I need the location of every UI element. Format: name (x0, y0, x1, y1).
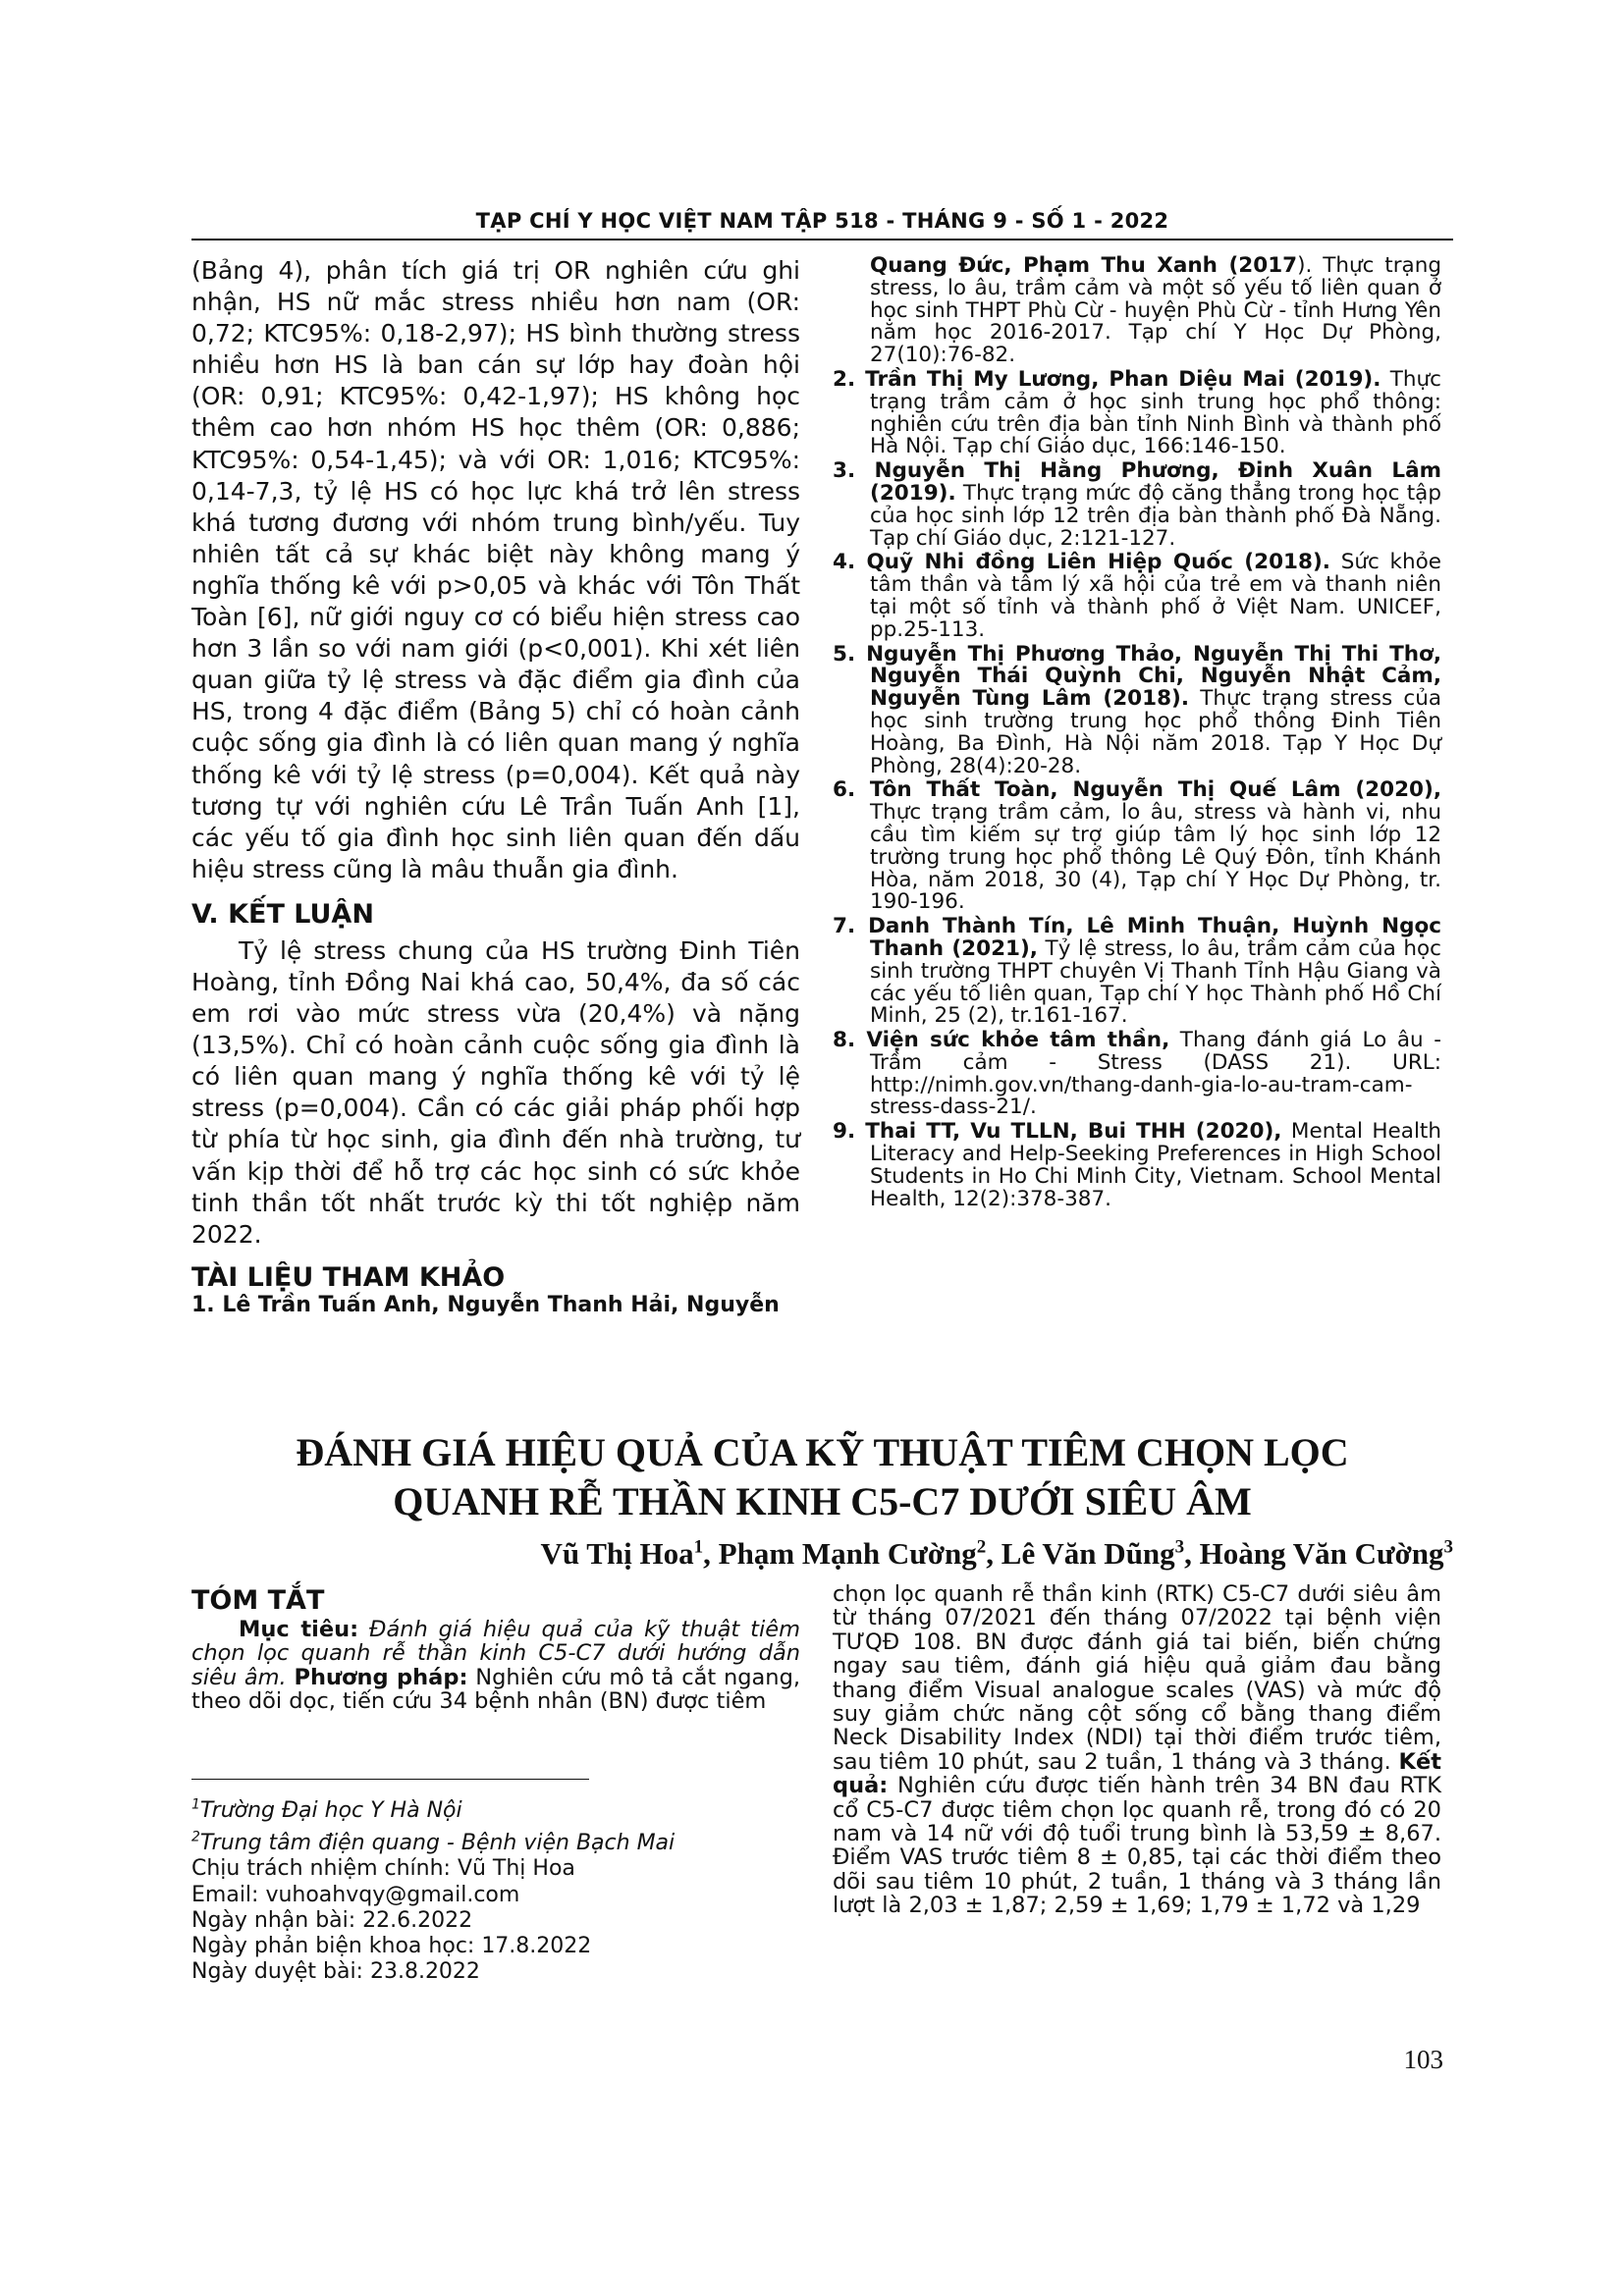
abstract-right (833, 1582, 1441, 1918)
reference-1-authors-cont: Quang Đức, Phạm Thu Xanh (2017 (870, 253, 1298, 278)
affiliation-1: $^1$Trường Đại học Y Hà Nội (191, 1797, 462, 1824)
reference-item (833, 552, 1441, 641)
author-name: Vũ Thị Hoa (540, 1536, 694, 1571)
author-name: Hoàng Văn Cường (1199, 1536, 1444, 1571)
corresponding-author: Chịu trách nhiệm chính: Vũ Thị Hoa (191, 1856, 575, 1882)
reference-1-continued (833, 255, 1441, 367)
references-heading: TÀI LIỆU THAM KHẢO (191, 1261, 506, 1293)
reference-authors: 4. Quỹ Nhi đồng Liên Hiệp Quốc (2018). (833, 550, 1330, 575)
reference-text: Mental Health Literacy and Help-Seeking Preferences in High School Students in Ho Chi Minh City, Vietnam. School Mental Health, 12(2):378-387. (870, 1119, 1441, 1211)
reference-text: Thang đánh giá Lo âu - Trầm cảm - Stress (DASS 21). URL: http://nimh.gov.vn/thang-danh-gia-lo-au-tram-cam-stress-dass-21/. (870, 1028, 1441, 1120)
reference-text: Sức khỏe tâm thần và tâm lý xã hội của trẻ em và thanh niên tại một số tỉnh và thành phố ở Việt Nam. UNICEF, pp.25-113. (870, 550, 1441, 642)
reference-1-text: ). Thực trạng stress, lo âu, trầm cảm và một số yếu tố liên quan ở học sinh THPT Phù Cừ - huyện Phù Cừ - tỉnh Hưng Yên năm học 2016-2017. Tạp chí Y Học Dự Phòng, 27(10):76-82. (870, 253, 1441, 368)
reference-authors: 3. Nguyễn Thị Hằng Phương, Đinh Xuân Lâm (2019). (833, 458, 1441, 506)
author-name: Phạm Mạnh Cường (718, 1536, 977, 1571)
article-title-line-2: QUANH RỄ THẦN KINH C5-C7 DƯỚI SIÊU ÂM (393, 1479, 1252, 1523)
reviewed-date: Ngày phản biện khoa học: 17.8.2022 (191, 1934, 592, 1959)
conclusion-paragraph: Tỷ lệ stress chung của HS trường Đinh Tiên Hoàng, tỉnh Đồng Nai khá cao, 50,4%, đa số các em rơi vào mức stress vừa (20,4%) và nặng (13,5%). Chỉ có hoàn cảnh cuộc sống gia đình là có liên quan mang ý nghĩa thống kê với tỷ lệ stress (p=0,004). Cần có các giải pháp phối hợp từ phía từ học sinh, gia đình đến nhà trường, tư vấn kịp thời để hỗ trợ các học sinh có sức khỏe tinh thần tốt nhất trước kỳ thi tốt nghiệp năm 2022. (191, 935, 800, 1249)
footnotes (191, 1792, 800, 1986)
reference-text: Thực trạng trầm cảm ở học sinh trung học phổ thông: nghiên cứu trên địa bàn tỉnh Ninh Bình và thành phố Hà Nội. Tạp chí Giáo dục, 166:146-150. (870, 366, 1441, 459)
reference-item (833, 460, 1441, 550)
received-date: Ngày nhận bài: 22.6.2022 (191, 1907, 473, 1933)
objective-text: Đánh giá hiệu quả của kỹ thuật tiêm chọn lọc quanh rễ thần kinh C5-C7 dưới hướng dẫn siêu âm. (191, 1617, 800, 1690)
abstract-heading: TÓM TẮT (191, 1585, 325, 1616)
accepted-date: Ngày duyệt bài: 23.8.2022 (191, 1959, 480, 1985)
conclusion-heading: V. KẾT LUẬN (191, 898, 374, 930)
abstract-right-text: chọn lọc quanh rễ thần kinh (RTK) C5-C7 dưới siêu âm từ tháng 07/2021 đến tháng 07/2022 tại bệnh viện TƯQĐ 108. BN được đánh giá tai biến, biến chứng ngay sau tiêm, đánh giá hiệu quả giảm đau bằng thang điểm Visual analogue scales (VAS) và mức độ suy giảm chức năng cột sống cổ bằng thang điểm Neck Disability Index (NDI) tại thời điểm trước tiêm, sau tiêm 10 phút, sau 2 tuần, 1 tháng và 3 tháng. (833, 1581, 1441, 1775)
result-text: Nghiên cứu được tiến hành trên 34 BN đau RTK cổ C5-C7 được tiêm chọn lọc quanh rễ, trong đó có 20 nam và 14 nữ với độ tuổi trung bình là 53,59 ± 8,67. Điểm VAS trước tiêm 8 ± 0,85, tại các thời điểm theo dõi sau tiêm 10 phút, 2 tuần, 1 tháng và 3 tháng lần lượt là 2,03 ± 1,87; 2,59 ± 1,69; 1,79 ± 1,72 và 1,29 (833, 1773, 1441, 1919)
page-number: 103 (1403, 2045, 1443, 2074)
abstract-continued (833, 1582, 1441, 1918)
abstract-objective-method (191, 1618, 800, 1714)
affiliation-2: $^2$Trung tâm điện quang - Bệnh viện Bạch Mai (191, 1829, 676, 1855)
reference-item (833, 1030, 1441, 1119)
author-affiliation-mark: 1 (693, 1536, 704, 1558)
left-column (191, 255, 800, 1317)
reference-1-authors: 1. Lê Trần Tuấn Anh, Nguyễn Thanh Hải, Nguyễn (191, 1292, 780, 1317)
reference-authors: 9. Thai TT, Vu TLLN, Bui THH (2020), (833, 1119, 1282, 1145)
reference-authors: 7. Danh Thành Tín, Lê Minh Thuận, Huỳnh Ngọc Thanh (2021), (833, 914, 1441, 961)
article-title-line-1: ĐÁNH GIÁ HIỆU QUẢ CỦA KỸ THUẬT TIÊM CHỌN LỌC (296, 1430, 1349, 1474)
reference-item (833, 779, 1441, 914)
reference-item (833, 1121, 1441, 1210)
reference-authors: 5. Nguyễn Thị Phương Thảo, Nguyễn Thị Thi Thơ, Nguyễn Thái Quỳnh Chi, Nguyễn Nhật Cảm, Nguyễn Tùng Lâm (2018). (833, 641, 1441, 712)
reference-authors: 2. Trần Thị My Lương, Phan Diệu Mai (2019). (833, 366, 1381, 392)
email: Email: vuhoahvqy@gmail.com (191, 1882, 520, 1907)
header-rule (191, 239, 1453, 240)
objective-label: Mục tiêu: (239, 1617, 359, 1642)
author-affiliation-mark: 2 (976, 1536, 987, 1558)
reference-item (833, 916, 1441, 1028)
article-title (191, 1428, 1453, 1526)
abstract-left (191, 1585, 800, 1714)
footnote-rule (191, 1779, 589, 1780)
reference-item (833, 641, 1441, 778)
discussion-paragraph: (Bảng 4), phân tích giá trị OR nghiên cứu ghi nhận, HS nữ mắc stress nhiều hơn nam (OR: 0,72; KTC95%: 0,18-2,97); HS bình thường stress nhiều hơn HS là ban cán sự lớp hay đoàn hội (OR: 0,91; KTC95%: 0,42-1,97); HS không học thêm cao hơn nhóm HS học thêm (OR: 0,886; KTC95%: 0,54-1,45); và với OR: 1,016; KTC95%: 0,14-7,3, tỷ lệ HS có học lực khá trở lên stress khá tương đương với nhóm trung bình/yếu. Tuy nhiên tất cả sự khác biệt này không mang ý nghĩa thống kê với p>0,05 và khác với Tôn Thất Toàn [6], nữ giới nguy cơ có biểu hiện stress cao hơn 3 lần so với nam giới (p<0,001). Khi xét liên quan giữa tỷ lệ stress và đặc điểm gia đình của HS, trong 4 đặc điểm (Bảng 5) chỉ có hoàn cảnh cuộc sống gia đình là có liên quan mang ý nghĩa thống kê với tỷ lệ stress (p=0,004). Kết quả này tương tự với nghiên cứu Lê Trần Tuấn Anh [1], các yếu tố gia đình học sinh liên quan đến dấu hiệu stress cũng là mâu thuẫn gia đình. (191, 256, 800, 883)
reference-text: Thực trạng trầm cảm, lo âu, stress và hành vi, nhu cầu tìm kiếm sự trợ giúp tâm lý học sinh lớp 12 trường trung học phổ thông Lê Quý Đôn, tỉnh Khánh Hòa, năm 2018, 30 (4), Tạp chí Y Học Dự Phòng, tr. 190-196. (870, 800, 1441, 915)
method-text: Nghiên cứu mô tả cắt ngang, theo dõi dọc, tiến cứu 34 bệnh nhân (BN) được tiêm (191, 1664, 800, 1715)
reference-text: Thực trạng stress của học sinh trường trung học phổ thông Đinh Tiên Hoàng, Ba Đình, Hà Nội năm 2018. Tạp Y Học Dự Phòng, 28(4):20-28. (870, 686, 1441, 778)
reference-item (833, 366, 1441, 459)
reference-list (833, 366, 1441, 1211)
reference-authors: 8. Viện sức khỏe tâm thần, (833, 1028, 1170, 1053)
result-label: Kết quả: (833, 1748, 1441, 1799)
running-header: TẠP CHÍ Y HỌC VIỆT NAM TẬP 518 - THÁNG 9 - SỐ 1 - 2022 (475, 209, 1169, 233)
reference-text: Tỷ lệ stress, lo âu, trầm cảm của học sinh trường THPT chuyên Vị Thanh Tỉnh Hậu Giang và các yếu tố liên quan, Tạp chí Y học Thành phố Hồ Chí Minh, 25 (2), tr.161-167. (870, 935, 1441, 1029)
reference-authors: 6. Tôn Thất Toàn, Nguyễn Thị Quế Lâm (2020), (833, 777, 1441, 803)
method-label: Phương pháp: (294, 1664, 468, 1690)
author-name: Lê Văn Dũng (1001, 1536, 1175, 1571)
reference-text: Thực trạng mức độ căng thẳng trong học tập của học sinh lớp 12 trên địa bàn thành phố Đà Nẵng. Tạp chí Giáo dục, 2:121-127. (870, 480, 1441, 551)
right-column (833, 255, 1441, 1212)
article-authors: Vũ Thị Hoa$^1$, Phạm Mạnh Cường$^2$, Lê Văn Dũng$^3$, Hoàng Văn Cường$^3$ (540, 1536, 1453, 1571)
author-affiliation-mark: 3 (1174, 1536, 1185, 1558)
author-affiliation-mark: 3 (1443, 1536, 1453, 1558)
